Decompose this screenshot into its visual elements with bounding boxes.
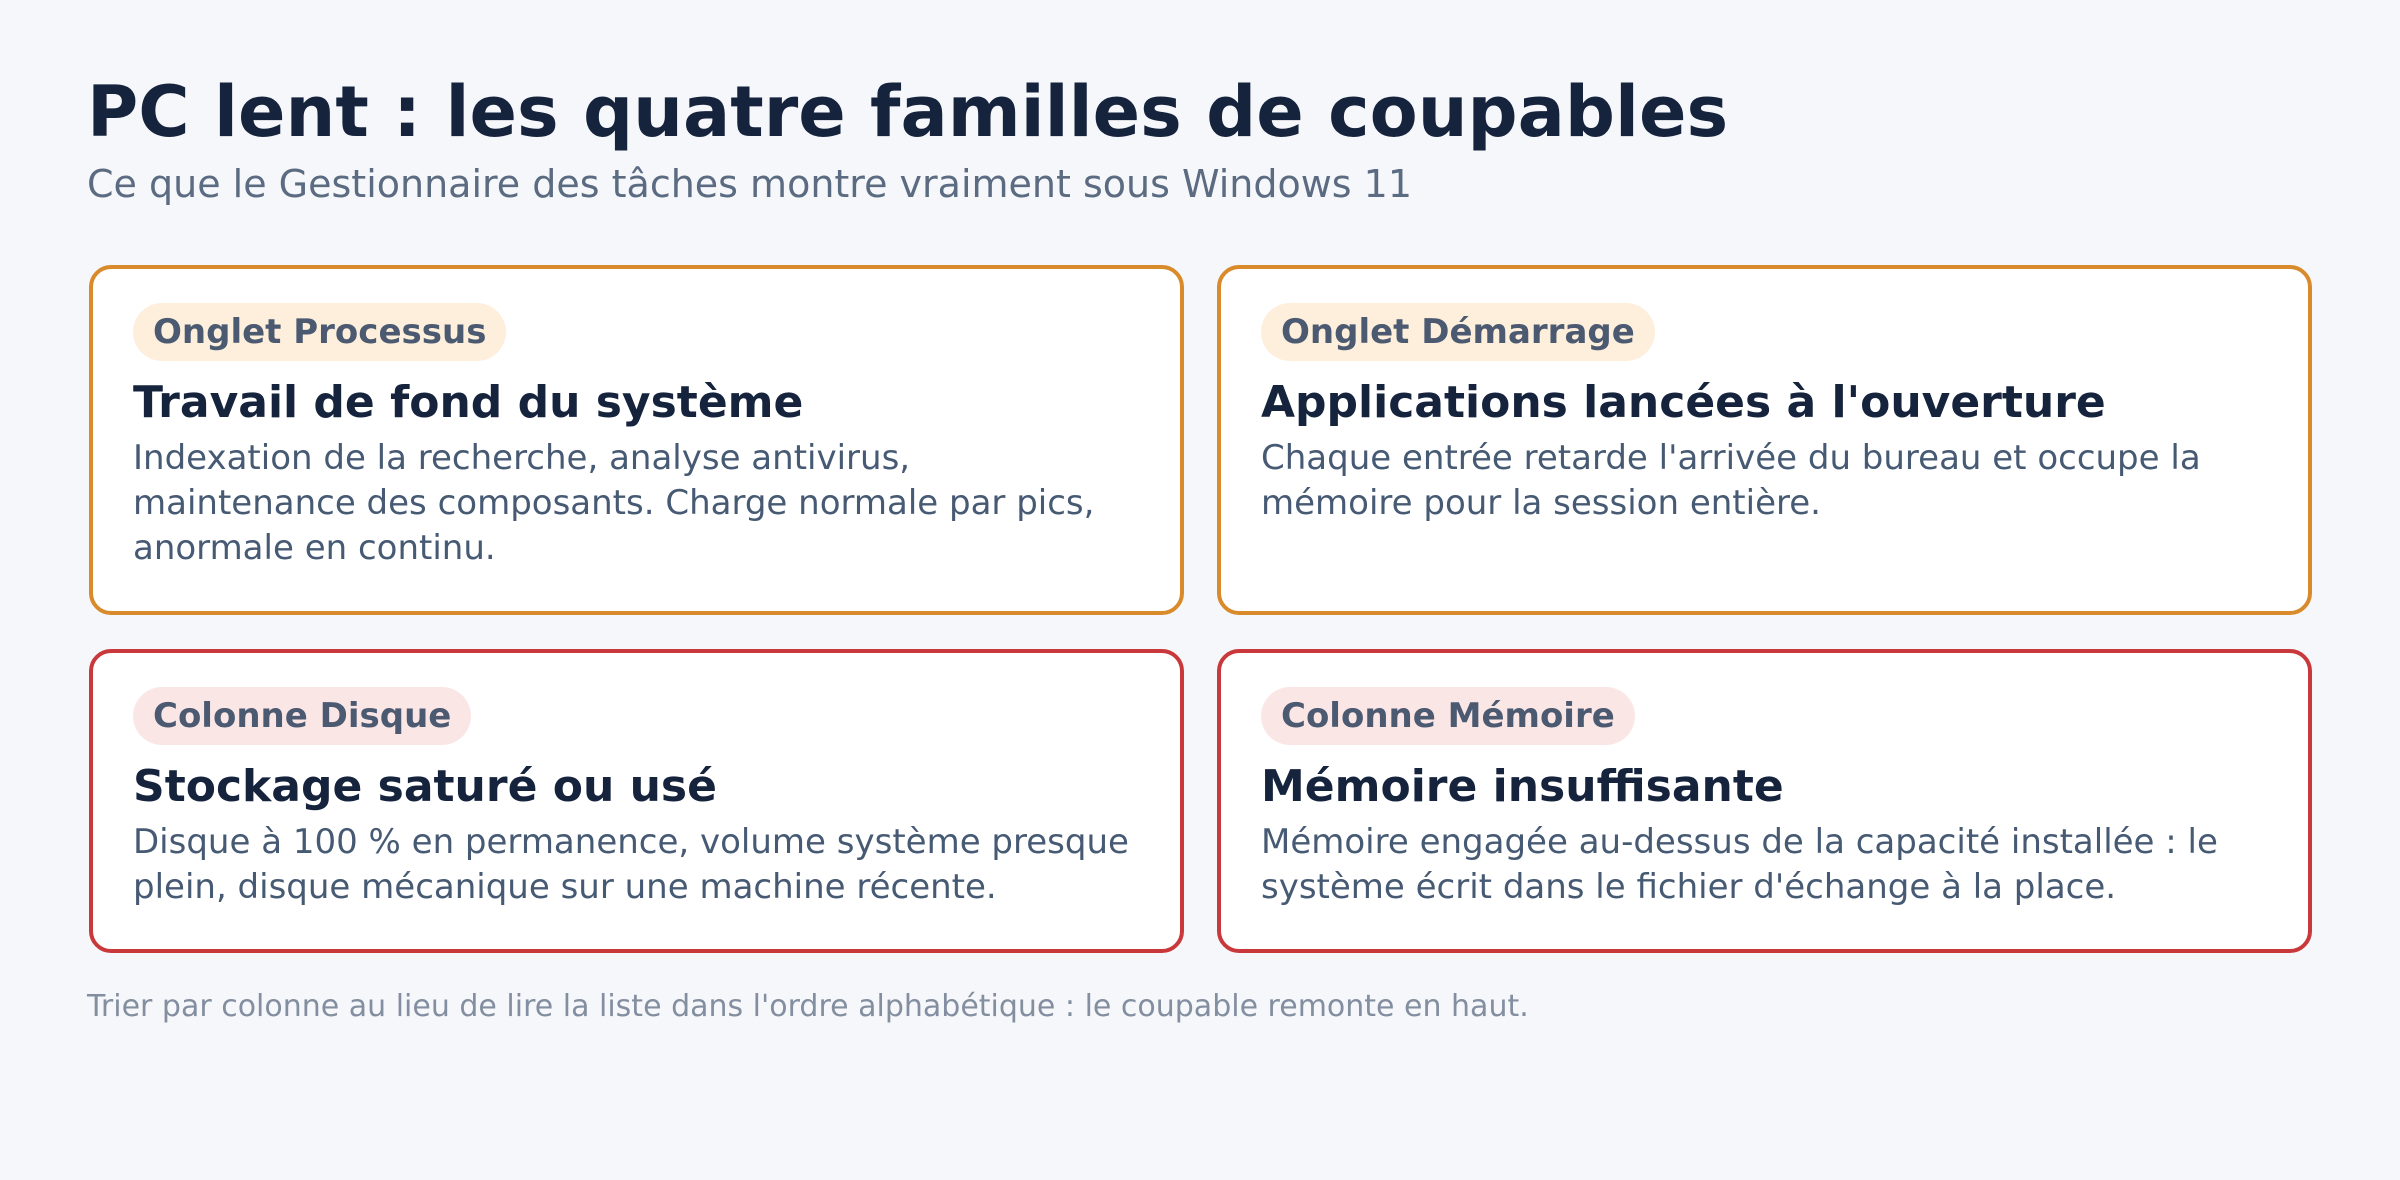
card-title: Mémoire insuffisante xyxy=(1261,761,1784,812)
card-body: Chaque entrée retarde l'arrivée du bureau et occupe la mémoire pour la session entière. xyxy=(1261,438,2201,523)
card-memory xyxy=(1217,649,2312,953)
card-title: Travail de fond du système xyxy=(133,377,804,428)
card-title: Applications lancées à l'ouverture xyxy=(1261,377,2106,428)
page-title: PC lent : les quatre familles de coupables xyxy=(87,71,1729,153)
card-tag: Onglet Processus xyxy=(133,303,506,361)
card-body: Disque à 100 % en permanence, volume système presque plein, disque mécanique sur une machine récente. xyxy=(133,822,1129,907)
card-body: Mémoire engagée au-dessus de la capacité installée : le système écrit dans le fichier d'échange à la place. xyxy=(1261,822,2218,907)
card-title: Stockage saturé ou usé xyxy=(133,761,717,812)
card-tag: Colonne Mémoire xyxy=(1261,687,1635,745)
card-processes xyxy=(89,265,1184,615)
page-subtitle: Ce que le Gestionnaire des tâches montre vraiment sous Windows 11 xyxy=(87,162,1413,206)
card-tag: Onglet Démarrage xyxy=(1261,303,1655,361)
card-startup xyxy=(1217,265,2312,615)
card-tag: Colonne Disque xyxy=(133,687,471,745)
footer-note: Trier par colonne au lieu de lire la liste dans l'ordre alphabétique : le coupable remonte en haut. xyxy=(87,989,1529,1024)
card-body: Indexation de la recherche, analyse antivirus, maintenance des composants. Charge normale par pics, anormale en continu. xyxy=(133,438,1095,568)
card-disk xyxy=(89,649,1184,953)
